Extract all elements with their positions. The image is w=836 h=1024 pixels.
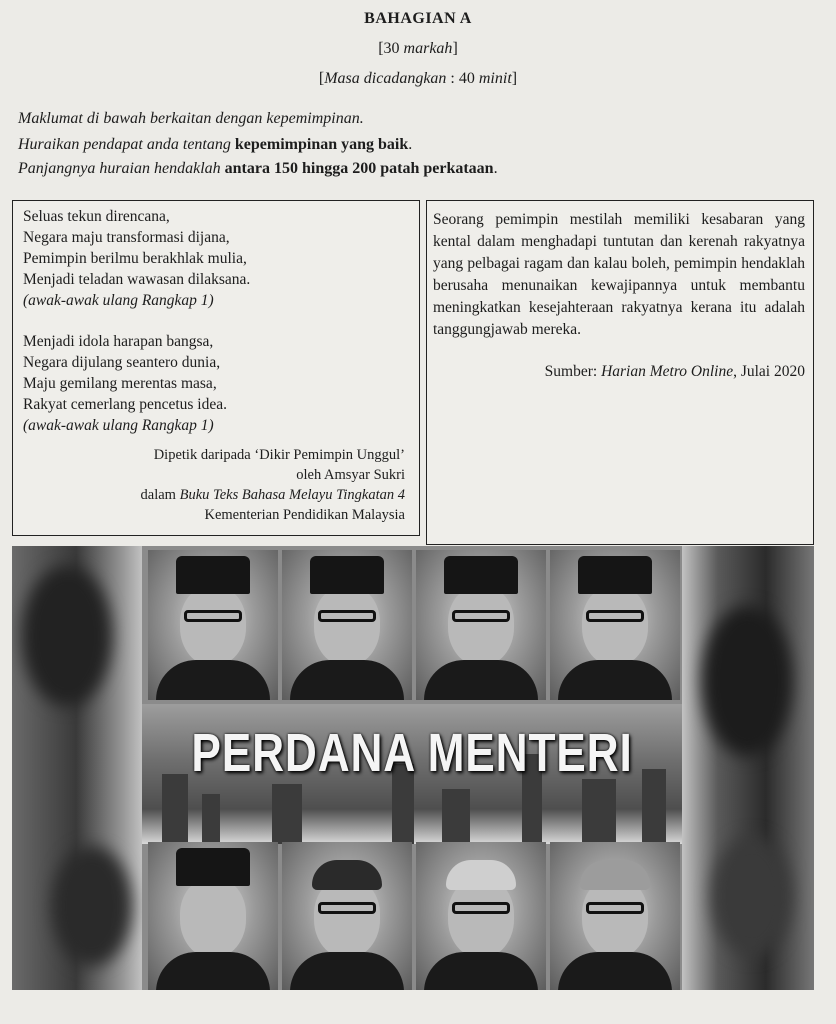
time-word: Masa dicadangkan (324, 70, 447, 87)
face (582, 878, 648, 958)
credit-book: Buku Teks Bahasa Melayu Tingkatan 4 (179, 487, 405, 503)
article-source (545, 363, 805, 381)
poem-line: Pemimpin berilmu berakhlak mulia, (23, 250, 247, 267)
poem-box (12, 200, 420, 536)
time-unit: minit (478, 70, 512, 87)
instruction-2-bold: kepemimpinan yang baik (234, 136, 409, 153)
face (448, 586, 514, 666)
songkok (444, 556, 518, 594)
portrait (550, 550, 680, 700)
poem-stanza-2 (23, 331, 227, 436)
blur-shape (22, 566, 112, 706)
face (314, 586, 380, 666)
portrait (282, 550, 412, 700)
marks-label (0, 40, 836, 58)
poem-line: Rakyat cemerlang pencetus idea. (23, 396, 227, 413)
suit (290, 952, 404, 990)
instruction-line-1 (18, 110, 364, 128)
portrait (550, 842, 680, 990)
time-close: ] (511, 70, 518, 87)
suit (558, 660, 672, 700)
portrait (148, 550, 278, 700)
poem-credit (141, 445, 405, 525)
building (642, 769, 666, 844)
building (162, 774, 188, 844)
building (442, 789, 470, 844)
suit (424, 660, 538, 700)
songkok (176, 848, 250, 886)
section-title: BAHAGIAN A (364, 10, 472, 27)
poem-refrain (23, 290, 250, 311)
marks-word: markah (403, 40, 453, 57)
prime-ministers-photo (12, 546, 814, 990)
instruction-3-bold: antara 150 hingga 200 patah perkataan (224, 160, 494, 177)
glasses (184, 610, 242, 622)
building (202, 794, 220, 844)
credit-line-4: Kementerian Pendidikan Malaysia (204, 507, 405, 523)
songkok (176, 556, 250, 594)
article-box (426, 200, 814, 545)
face (180, 586, 246, 666)
face (314, 878, 380, 958)
poem-refrain (23, 415, 227, 436)
article-text: Seorang pemimpin mestilah memiliki kesabaran yang kental dalam menghadapi tuntutan dan kerenah rakyatnya yang pelbagai ragam dan kalau boleh, pemimpin hendaklah berusaha menunaikan kewajipannya untuk membantu meningkatkan kesejahteraan rakyatnya kerana itu adalah tanggungjawab mereka. (433, 211, 805, 338)
hair (312, 860, 382, 890)
credit-line-2: oleh Amsyar Sukri (296, 467, 405, 483)
hair (580, 860, 650, 890)
portrait (282, 842, 412, 990)
suit (290, 660, 404, 700)
instruction-2-end: . (408, 136, 413, 153)
marks-close: ] (452, 40, 458, 57)
instruction-3-end: . (493, 160, 498, 177)
instruction-2-italic: Huraikan pendapat anda tentang (18, 136, 235, 153)
glasses (318, 902, 376, 914)
face (582, 586, 648, 666)
instruction-line-3 (18, 160, 498, 178)
time-label (0, 70, 836, 88)
marks-open: [30 (378, 40, 404, 57)
instruction-line-2 (18, 136, 412, 154)
poem-line: Seluas tekun direncana, (23, 208, 170, 225)
poem-stanza-1 (23, 206, 250, 311)
credit-line-3 (141, 485, 405, 505)
glasses (452, 610, 510, 622)
poem-refrain-text: (awak-awak ulang Rangkap 1) (23, 292, 214, 309)
source-name: Harian Metro Online (601, 363, 734, 380)
glasses (452, 902, 510, 914)
glasses (318, 610, 376, 622)
source-pre: Sumber: (544, 363, 602, 380)
glasses (586, 610, 644, 622)
poem-line: Menjadi idola harapan bangsa, (23, 333, 214, 350)
suit (156, 952, 270, 990)
poem-refrain-text: (awak-awak ulang Rangkap 1) (23, 417, 214, 434)
poem-line: Negara dijulang seantero dunia, (23, 354, 221, 371)
poem-line: Negara maju transformasi dijana, (23, 229, 230, 246)
suit (156, 660, 270, 700)
time-open: [ (318, 70, 325, 87)
hair (446, 860, 516, 890)
suit (424, 952, 538, 990)
instruction-3-italic: Panjangnya huraian hendaklah (18, 160, 225, 177)
songkok (578, 556, 652, 594)
blur-shape (52, 846, 132, 966)
glasses (586, 902, 644, 914)
source-post: , Julai 2020 (733, 363, 805, 380)
blur-shape (712, 836, 792, 956)
instruction-1-text: Maklumat di bawah berkaitan dengan kepemimpinan. (18, 110, 364, 127)
songkok (310, 556, 384, 594)
portrait (148, 842, 278, 990)
face (448, 878, 514, 958)
building (582, 779, 616, 844)
poem-line: Maju gemilang merentas masa, (23, 375, 217, 392)
face (180, 878, 246, 958)
banner-title: PERDANA MENTERI (191, 723, 633, 783)
credit-pre: dalam (140, 487, 180, 503)
title-banner (142, 704, 682, 844)
poem-line: Menjadi teladan wawasan dilaksana. (23, 271, 251, 288)
collage (142, 546, 682, 990)
time-mid: : 40 (446, 70, 479, 87)
credit-line-1: Dipetik daripada ‘Dikir Pemimpin Unggul’ (153, 447, 405, 463)
portrait (416, 842, 546, 990)
suit (558, 952, 672, 990)
building (272, 784, 302, 844)
blur-shape (702, 606, 792, 756)
portrait (416, 550, 546, 700)
